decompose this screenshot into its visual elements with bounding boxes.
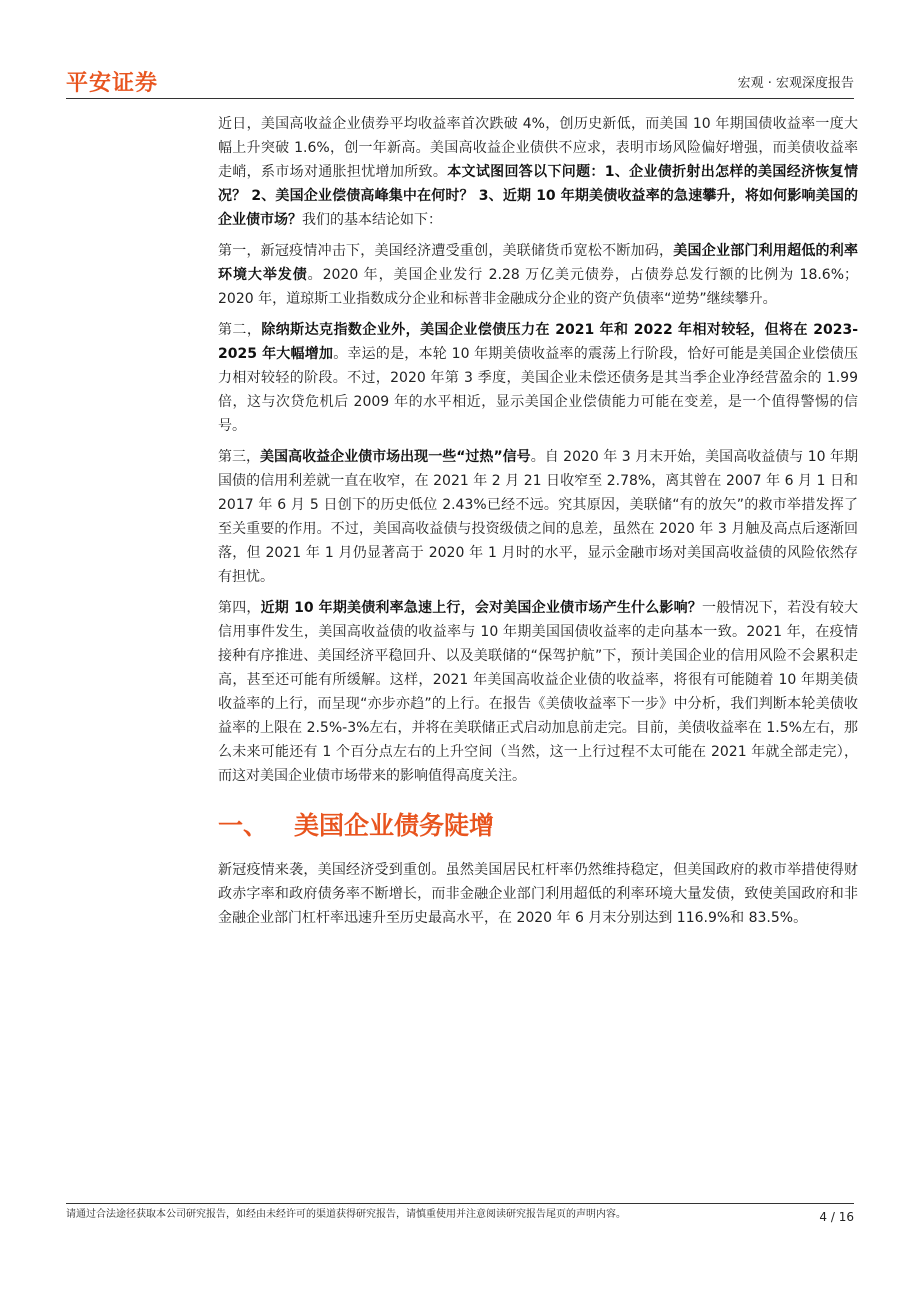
company-logo: 平安证券 <box>66 71 159 96</box>
paragraph-point-1 <box>218 239 858 311</box>
section-title-text: 美国企业债务陡增 <box>294 811 495 840</box>
intro-questions: 本文试图回答以下问题：1、企业债折射出怎样的美国经济恢复情况？ 2、美国企业偿债高峰集中在何时？ 3、近期 10 年期美债收益率的急速攀升，将如何影响美国的企业债市场？ <box>218 164 858 228</box>
point-2-highlight: 除纳斯达克指数企业外，美国企业偿债压力在 2021 年和 2022 年相对较轻，但将在 2023-2025 年大幅增加 <box>218 322 859 362</box>
point-4-detail: 一般情况下，若没有较大信用事件发生，美国高收益债的收益率与 10 年期美国国债收益率的走向基本一致。2021 年，在疫情接种有序推进、美国经济平稳回升、以及美联储的“保驾护航”下，预计美国企业的信用风险不会累积走高，甚至还可能有所缓解。这样，2021 年美国高收益企业债的收益率，将很有可能随着 10 年期美债收益率的上行，而呈现“亦步亦趋”的上行。在报告《美债收益率下一步》中分析，我们判断本轮美债收益率的上限在 2.5%-3%左右，并将在美联储正式启动加息前走完。目前，美债收益率在 1.5%左右，那么未来可能还有 1 个百分点左右的上升空间（当然，这一上行过程不太可能在 2021 年就全部走完），而这对美国企业债市场带来的影响值得高度关注。 <box>218 600 859 784</box>
section-number: 一、 <box>218 811 269 840</box>
paragraph-intro <box>218 112 858 232</box>
point-1-highlight: 美国企业部门利用超低的利率环境大举发债 <box>218 243 859 283</box>
section-body <box>218 858 858 937</box>
header-divider <box>66 98 854 99</box>
section-paragraph: 新冠疫情来袭，美国经济受到重创。虽然美国居民杠杆率仍然维持稳定，但美国政府的救市举措使得财政赤字率和政府债务率不断增长，而非金融企业部门利用超低的利率环境大量发债，致使美国政府和非金融企业部门杠杆率迅速升至历史最高水平，在 2020 年 6 月末分别达到 116.9%和 83.5%。 <box>218 862 858 926</box>
footer-divider <box>66 1203 854 1204</box>
paragraph-point-4 <box>218 596 858 788</box>
point-3-detail: 。自 2020 年 3 月末开始，美国高收益债与 10 年期国债的信用利差就一直在收窄，在 2021 年 2 月 21 日收窄至 2.78%，离其曾在 2007 年 6 月 1 日和 2017 年 6 月 5 日创下的历史低位 2.43%已经不远。究其原因，美联储“有的放矢”的救市举措发挥了至关重要的作用。不过，美国高收益债与投资级债之间的息差，虽然在 2020 年 3 月触及高点后逐渐回落，但 2021 年 1 月仍显著高于 2020 年 1 月时的水平，显示金融市场对美国高收益债的风险依然存有担忧。 <box>218 449 858 585</box>
summary-content <box>218 112 858 795</box>
point-1-detail: 。2020 年，美国企业发行 2.28 万亿美元债券，占债券总发行额的比例为 18.6%；2020 年，道琼斯工业指数成分企业和标普非金融成分企业的资产负债率“逆势”继续攀升。 <box>218 267 859 307</box>
paragraph-point-3 <box>218 445 858 589</box>
point-4-lead: 第四， <box>218 600 261 616</box>
point-2-detail: 。幸运的是，本轮 10 年期美债收益率的震荡上行阶段，恰好可能是美国企业偿债压力相对较轻的阶段。不过，2020 年第 3 季度，美国企业未偿还债务是其当季企业净经营盈余的 1.99 倍，这与次贷危机后 2009 年的水平相近，显示美国企业偿债能力可能在变差，是一个值得警惕的信号。 <box>218 346 858 434</box>
point-3-highlight: 美国高收益企业债市场出现一些“过热”信号 <box>260 449 531 465</box>
footer-disclaimer: 请通过合法途径获取本公司研究报告，如经由未经许可的渠道获得研究报告，请慎重使用并注意阅读研究报告尾页的声明内容。 <box>66 1209 626 1220</box>
point-3-lead: 第三， <box>218 449 261 465</box>
point-2-lead: 第二， <box>218 322 262 338</box>
intro-text: 近日，美国高收益企业债券平均收益率首次跌破 4%，创历史新低，而美国 10 年期国债收益率一度大幅上升突破 1.6%，创一年新高。美国高收益企业债供不应求，表明市场风险偏好增强，而美债收益率走峭，系市场对通胀担忧增加所致。 <box>218 116 858 180</box>
page-number: 4 / 16 <box>819 1210 854 1224</box>
paragraph-point-2 <box>218 318 858 438</box>
point-4-highlight: 近期 10 年期美债利率急速上行，会对美国企业债市场产生什么影响？ <box>260 600 703 616</box>
section-heading <box>218 806 494 842</box>
intro-conclusion-lead: 我们的基本结论如下： <box>302 212 442 228</box>
report-type: 宏观 · 宏观深度报告 <box>737 76 854 91</box>
point-1-lead: 第一，新冠疫情冲击下，美国经济遭受重创，美联储货币宽松不断加码， <box>218 243 674 259</box>
